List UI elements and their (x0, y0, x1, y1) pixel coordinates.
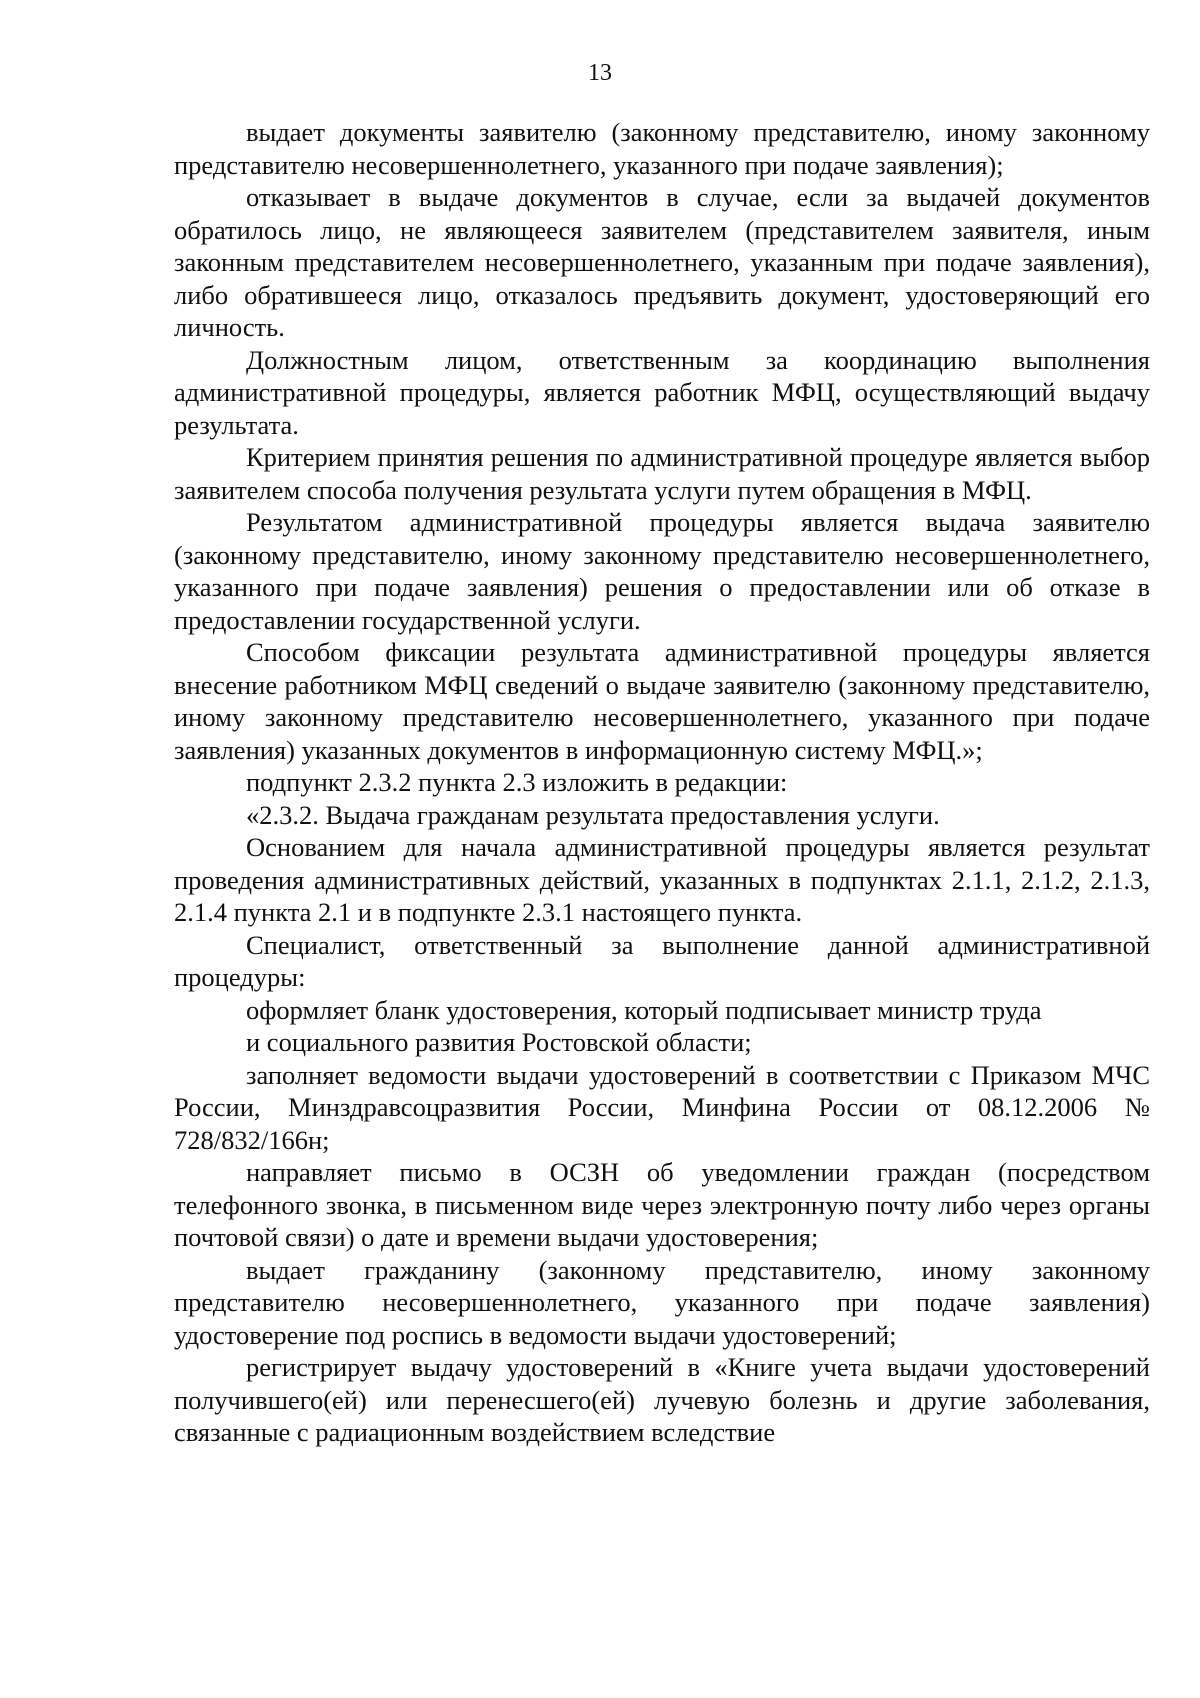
paragraph-form-certificate-cont: и социального развития Ростовской области; (246, 1027, 752, 1057)
paragraph-issues-documents: выдает документы заявителю (законному представителю, иному законному представителю несовершеннолетнего, указанного при подаче заявления); (174, 117, 1150, 180)
paragraph-fill-statements: заполняет ведомости выдачи удостоверений в соответствии с Приказом МЧС России, Минздравсоцразвития России, Минфина России от 08.12.2006 № 728/832/166н; (174, 1059, 1150, 1155)
paragraph-fixation-method: Способом фиксации результата административной процедуры является внесение работником МФЦ сведений о выдаче заявителю (законному представителю, иному законному представителю несовершеннолетнего, указанного при подаче заявления) указанных документов в информационную систему МФЦ.»; (174, 637, 1150, 765)
paragraph-subitem-heading: «2.3.2. Выдача гражданам результата предоставления услуги. (246, 799, 940, 830)
paragraph-procedure-result: Результатом административной процедуры является выдача заявителю (законному представителю, иному законному представителю несовершеннолетнего, указанного при подаче заявления) решения о предоставлении или об отказе в предоставлении государственной услуги. (174, 507, 1150, 635)
paragraph-decision-criterion: Критерием принятия решения по административной процедуре является выбор заявителем способа получения результата услуги путем обращения в МФЦ. (174, 442, 1150, 505)
paragraph-send-letter: направляет письмо в ОСЗН об уведомлении граждан (посредством телефонного звонка, в письменном виде через электронную почту либо через органы почтовой связи) о дате и времени выдачи удостоверения; (174, 1157, 1150, 1252)
document-body (174, 116, 1150, 1449)
paragraph-refuses-issue: отказывает в выдаче документов в случае, если за выдачей документов обратилось лицо, не являющееся заявителем (представителем заявителя, иным законным представителем несовершеннолетнего, указанным при подаче заявления), либо обратившееся лицо, отказалось предъявить документ, удостоверяющий его личность. (174, 182, 1150, 342)
paragraph-issue-certificate: выдает гражданину (законному представителю, иному законному представителю несовершеннолетнего, указанного при подаче заявления) удостоверение под роспись в ведомости выдачи удостоверений; (174, 1254, 1150, 1350)
paragraph-basis: Основанием для начала административной процедуры является результат проведения административных действий, указанных в подпунктах 2.1.1, 2.1.2, 2.1.3, 2.1.4 пункта 2.1 и в подпункте 2.3.1 настоящего пункта. (174, 832, 1150, 927)
paragraph-form-certificate: оформляет бланк удостоверения, который подписывает министр труда (246, 994, 1042, 1025)
paragraph-responsible-official: Должностным лицом, ответственным за координацию выполнения административной процедуры, является работник МФЦ, осуществляющий выдачу результата. (174, 344, 1150, 440)
paragraph-register-issue: регистрирует выдачу удостоверений в «Книге учета выдачи удостоверений получившего(ей) или перенесшего(ей) лучевую болезнь и другие заболевания, связанные с радиационным воздействием вследствие (174, 1352, 1150, 1447)
paragraph-subitem-amendment: подпункт 2.3.2 пункта 2.3 изложить в редакции: (246, 767, 788, 797)
page-number: 13 (588, 60, 612, 86)
paragraph-specialist: Специалист, ответственный за выполнение данной административной процедуры: (174, 929, 1150, 992)
